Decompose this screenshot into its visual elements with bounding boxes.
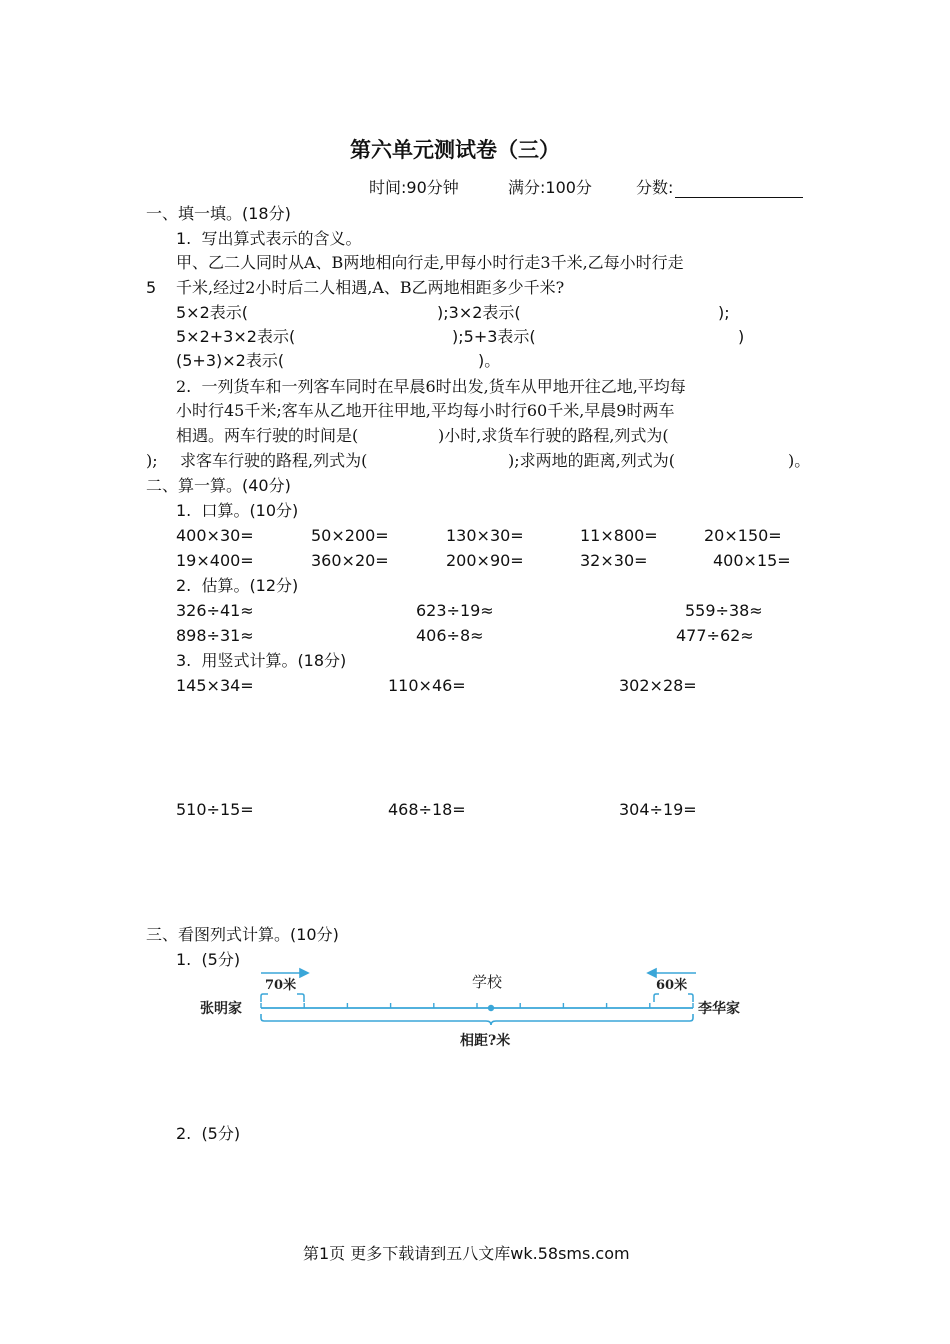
q2-text-line3b: )小时,求货车行驶的路程,列式为( [438, 426, 669, 445]
estimate-item: 326÷41≈ [176, 601, 254, 620]
oral-item: 50×200= [311, 526, 389, 545]
vertical-calc-item: 302×28= [619, 676, 697, 695]
section-2-heading: 二、算一算。(40分) [146, 476, 291, 495]
q1-blank-1-label: 5×2表示( [176, 303, 249, 322]
section-3-heading: 三、看图列式计算。(10分) [146, 925, 339, 944]
q2-text-line4c: );求两地的距离,列式为( [508, 451, 675, 470]
q2-text-line4a: ); [146, 451, 158, 470]
vertical-calc-label: 3. 用竖式计算。(18分) [176, 651, 347, 670]
vertical-calc-item: 510÷15= [176, 800, 254, 819]
q1-blank-5-end: )。 [478, 351, 501, 370]
score-label-text: 分数: [636, 178, 674, 197]
full-score-info: 满分:100分 [508, 178, 592, 197]
distance-diagram [196, 965, 756, 1055]
s3-q1-label: 1. (5分) [176, 950, 241, 969]
right-step-brace [654, 994, 659, 1002]
oral-item: 400×15= [713, 551, 791, 570]
oral-item: 11×800= [580, 526, 658, 545]
right-home-label: 李华家 [698, 1001, 740, 1017]
time-info: 时间:90分钟 [369, 178, 459, 197]
q1-blank-2-label: );3×2表示( [437, 303, 521, 322]
oral-item: 130×30= [446, 526, 524, 545]
score-label [636, 178, 803, 198]
q1-blank-2-end: ); [718, 303, 730, 322]
distance-label: 相距?米 [460, 1033, 511, 1049]
oral-item: 32×30= [580, 551, 648, 570]
vertical-calc-item: 110×46= [388, 676, 466, 695]
page-footer: 第1页 更多下载请到五八文库wk.58sms.com [303, 1244, 630, 1263]
total-distance-brace [261, 1014, 693, 1025]
q1-blank-3-label: 5×2+3×2表示( [176, 327, 296, 346]
q1-label: 1. 写出算式表示的含义。 [176, 229, 362, 248]
left-step-brace [261, 994, 268, 1002]
q2-text-line3a: 相遇。两车行驶的时间是( [176, 426, 359, 445]
q1-text-line2: 千米,经过2小时后二人相遇,A、B乙两地相距多少千米? [176, 278, 565, 297]
right-step-brace-right [688, 994, 693, 1002]
score-blank [675, 181, 803, 198]
q1-blank-5-label: (5+3)×2表示( [176, 351, 285, 370]
oral-item: 400×30= [176, 526, 254, 545]
oral-item: 360×20= [311, 551, 389, 570]
q2-text-line1: 2. 一列货车和一列客车同时在早晨6时出发,货车从甲地开往乙地,平均每 [176, 377, 686, 396]
right-arrow-icon [261, 969, 308, 977]
right-step-label: 60米 [656, 978, 688, 993]
estimate-item: 559÷38≈ [685, 601, 763, 620]
left-step-label: 70米 [265, 978, 297, 993]
estimate-label: 2. 估算。(12分) [176, 576, 299, 595]
vertical-calc-item: 145×34= [176, 676, 254, 695]
q1-blank-4-end: ) [738, 327, 745, 346]
q2-text-line4d: )。 [788, 451, 811, 470]
q2-text-line2: 小时行45千米;客车从乙地开往甲地,平均每小时行60千米,早晨9时两车 [176, 401, 675, 420]
vertical-calc-item: 304÷19= [619, 800, 697, 819]
left-home-label: 张明家 [200, 1001, 242, 1017]
q1-text-line1: 甲、乙二人同时从A、B两地相向行走,甲每小时行走3千米,乙每小时行走 [176, 253, 684, 272]
estimate-item: 623÷19≈ [416, 601, 494, 620]
page-title: 第六单元测试卷（三） [350, 137, 560, 162]
s3-q2-label: 2. (5分) [176, 1124, 241, 1143]
oral-label: 1. 口算。(10分) [176, 501, 299, 520]
section-1-heading: 一、填一填。(18分) [146, 204, 291, 223]
oral-item: 19×400= [176, 551, 254, 570]
school-label: 学校 [472, 973, 503, 991]
school-dot [488, 1005, 494, 1011]
oral-item: 20×150= [704, 526, 782, 545]
q1-blank-4-label: );5+3表示( [452, 327, 536, 346]
estimate-item: 477÷62≈ [676, 626, 754, 645]
vertical-calc-item: 468÷18= [388, 800, 466, 819]
estimate-item: 898÷31≈ [176, 626, 254, 645]
q1-text-number: 5 [146, 278, 157, 297]
left-arrow-icon [648, 969, 696, 977]
oral-item: 200×90= [446, 551, 524, 570]
q2-text-line4b: 求客车行驶的路程,列式为( [180, 451, 368, 470]
left-step-brace-right [297, 994, 304, 1002]
estimate-item: 406÷8≈ [416, 626, 484, 645]
